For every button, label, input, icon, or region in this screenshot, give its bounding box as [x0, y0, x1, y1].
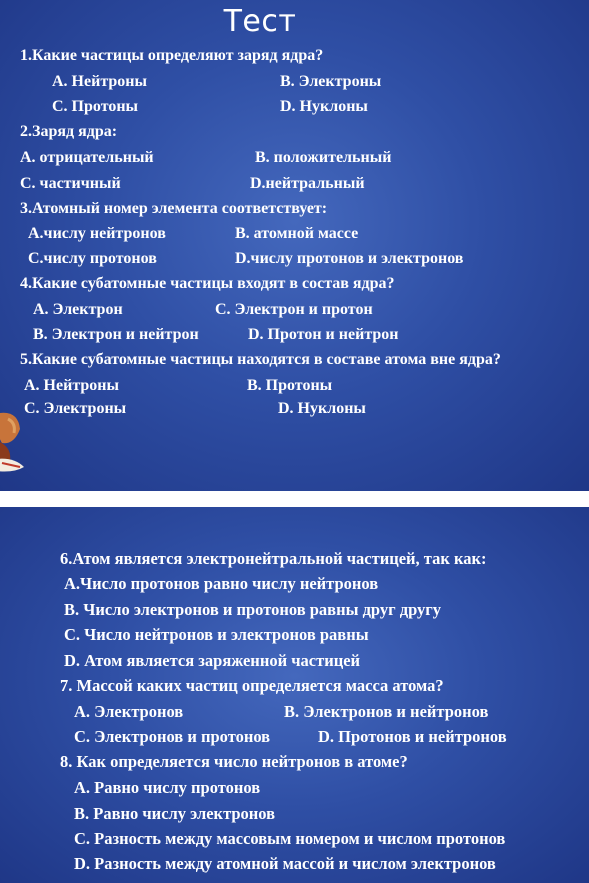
question-8: 8. Как определяется число нейтронов в атоме?: [60, 752, 408, 771]
q5-option-b: B. Протоны: [247, 377, 333, 394]
q7-option-d: D. Протонов и нейтронов: [318, 727, 507, 746]
slide-2: [0, 507, 589, 883]
q1-option-a: A. Нейтроны: [52, 73, 147, 90]
q7-option-b: B. Электронов и нейтронов: [284, 702, 489, 721]
q6-option-d: D. Атом является заряженной частицей: [64, 651, 361, 670]
q1-option-c: C. Протоны: [52, 98, 139, 115]
question-5: 5.Какие субатомные частицы находятся в составе атома вне ядра?: [20, 351, 501, 368]
slide-title: Тест: [223, 4, 297, 39]
question-1: 1.Какие частицы определяют заряд ядра?: [20, 47, 324, 64]
q3-option-a: A.числу нейтронов: [28, 225, 166, 242]
q4-option-a: A. Электрон: [33, 301, 123, 318]
q3-option-d: D.числу протонов и электронов: [235, 250, 464, 267]
q8-option-b: B. Равно числу электронов: [74, 804, 276, 823]
q4-option-b: B. Электрон и нейтрон: [33, 326, 199, 343]
q4-option-c: C. Электрон и протон: [215, 301, 373, 318]
q5-option-a: A. Нейтроны: [24, 377, 119, 394]
q6-option-c: C. Число нейтронов и электронов равны: [64, 625, 369, 644]
q7-option-a: A. Электронов: [74, 702, 184, 721]
q8-option-a: A. Равно числу протонов: [74, 778, 261, 797]
cartoon-figure-icon: [0, 405, 30, 475]
q3-option-b: B. атомной массе: [235, 225, 359, 242]
question-3: 3.Атомный номер элемента соответствует:: [20, 200, 328, 217]
q2-option-d: D.нейтральный: [250, 175, 365, 192]
question-4: 4.Какие субатомные частицы входят в состав ядра?: [20, 275, 395, 292]
q6-option-a: A.Число протонов равно числу нейтронов: [64, 574, 379, 593]
q2-option-b: B. положительный: [255, 149, 392, 166]
q5-option-d: D. Нуклоны: [278, 400, 366, 417]
q7-option-c: C. Электронов и протонов: [74, 727, 271, 746]
q2-option-a: A. отрицательный: [20, 149, 154, 166]
q3-option-c: C.числу протонов: [28, 250, 157, 267]
q1-option-b: B. Электроны: [280, 73, 382, 90]
question-7: 7. Массой каких частиц определяется масса атома?: [60, 676, 444, 695]
q2-option-c: C. частичный: [20, 175, 121, 192]
q8-option-d: D. Разность между атомной массой и числом электронов: [74, 854, 496, 873]
q5-option-c: C. Электроны: [24, 400, 127, 417]
q8-option-c: C. Разность между массовым номером и числом протонов: [74, 829, 506, 848]
question-2: 2.Заряд ядра:: [20, 123, 118, 140]
q6-option-b: B. Число электронов и протонов равны друг другу: [64, 600, 442, 619]
question-6: 6.Атом является электронейтральной частицей, так как:: [60, 549, 487, 568]
q4-option-d: D. Протон и нейтрон: [248, 326, 399, 343]
q1-option-d: D. Нуклоны: [280, 98, 368, 115]
